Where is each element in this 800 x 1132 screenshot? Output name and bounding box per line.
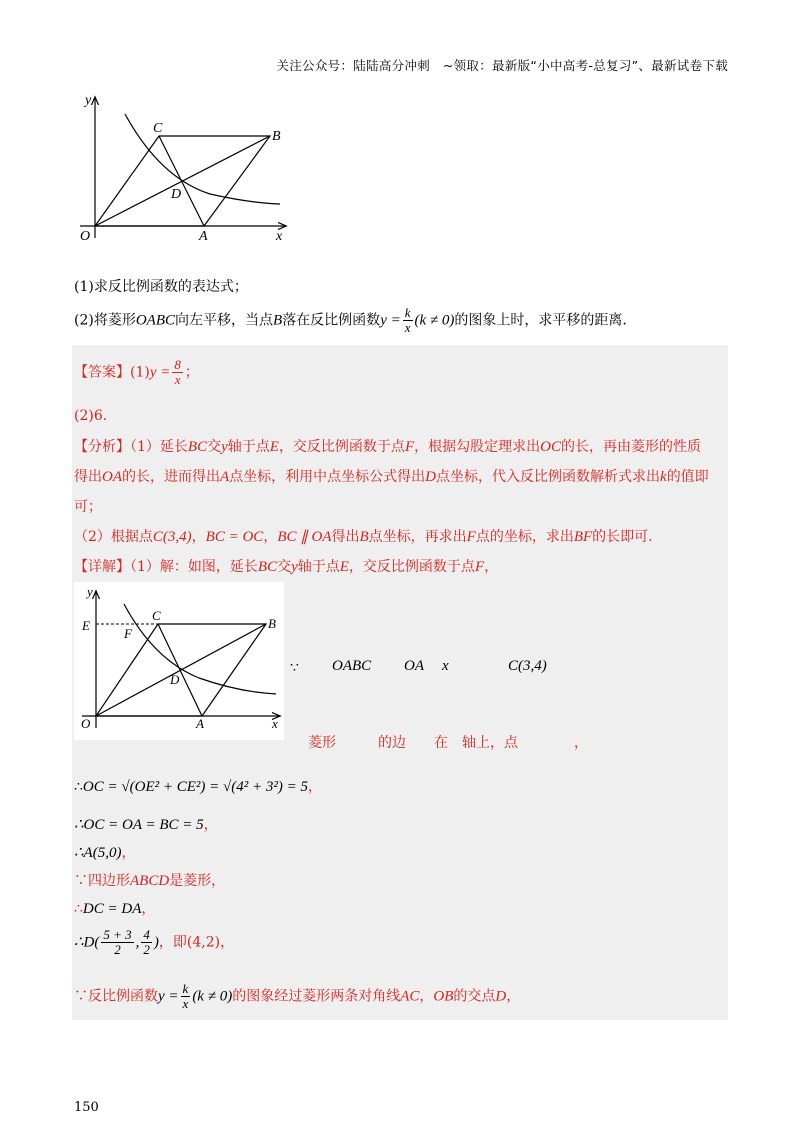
label-o: O (81, 716, 91, 731)
analysis-line2: 得出OA的长，进而得出A点坐标，利用中点坐标公式得出D点坐标，代入反比例函数解析式求出k的值即 (74, 469, 709, 485)
label-b: B (272, 129, 281, 144)
detail-line1: 【详解】（1）解：如图，延长BC交y轴于点E，交反比例函数于点F， (74, 559, 499, 575)
page-number: 150 (74, 1100, 99, 1115)
diagonal-ob (95, 136, 270, 226)
label-f: F (124, 626, 132, 641)
answer-line2: (2)6. (74, 408, 108, 424)
label-y: y (87, 584, 93, 599)
label-c: C (152, 608, 161, 623)
label-a: A (199, 229, 208, 244)
rhombus-figure-2 (74, 582, 284, 740)
label-x: x (272, 716, 278, 731)
because-symbol: ∵ (290, 660, 299, 676)
label-d: D (170, 672, 180, 687)
answer-line1: 【答案】(1)y = $\frac{8}{x}$ ； (74, 357, 199, 387)
hyperbola-curve (124, 604, 276, 694)
eq-rhombus-abcd: ∵四边形ABCD是菱形， (74, 873, 226, 889)
label-b: B (268, 616, 276, 631)
frag-oabc: OABC (332, 658, 372, 674)
analysis-line4: （2）根据点C(3,4)，BC = OC，BC ∥ OA得出B点坐标，再求出F点的坐标，求出BF的长即可. (74, 529, 653, 545)
frag-oa: OA (404, 658, 424, 674)
label-y: y (85, 93, 92, 108)
page-header: 关注公众号：陆陆高分冲刺 ~领取：最新版“小中高考-总复习”、最新试卷下载 (276, 58, 728, 73)
label-d: D (171, 187, 182, 202)
frag-c: C(3,4) (508, 658, 547, 674)
question-part1: (1)求反比例函数的表达式； (74, 279, 248, 295)
frag-line2: 菱形 的边 在 轴上，点 ， (308, 735, 588, 751)
eq-inverse-function: ∵反比例函数y = $\frac{k}{x}$ (k ≠ 0)的图象经过菱形两条对角线AC，OB的交点D， (74, 981, 521, 1011)
diagonal-ac (159, 136, 204, 226)
hyperbola-curve (125, 114, 280, 204)
label-e: E (82, 618, 90, 633)
rhombus-figure-1 (70, 88, 300, 248)
eq-oc-oa-bc: ∴OC = OA = BC = 5， (74, 817, 218, 833)
eq-dc-da: ∴DC = DA， (74, 901, 156, 917)
question-part2: (2)将菱形OABC向左平移，当点B落在反比例函数y = $\frac{k}{x}$ (k ≠ 0)的图象上时，求平移的距离. (74, 305, 627, 335)
eq-a: ∴A(5,0)， (74, 845, 136, 861)
eq-oc: ∴OC = √(OE² + CE²) = √(4² + 3²) = 5， (74, 779, 322, 795)
label-a: A (196, 716, 204, 731)
label-c: C (153, 121, 163, 136)
analysis-line1: 【分析】（1）延长BC交y轴于点E，交反比例函数于点F，根据勾股定理求出OC的长，再由菱形的性质 (74, 439, 701, 455)
analysis-line3: 可； (74, 499, 102, 515)
eq-d-coordinates: ∴D( $\frac{5 + 3}{2}$ , $\frac{4}{2}$ )，即(4,2)， (74, 927, 235, 957)
diagonal-ob (96, 624, 266, 716)
frag-x: x (442, 658, 449, 674)
label-o: O (80, 229, 91, 244)
label-x: x (276, 229, 283, 244)
diagonal-ac (158, 624, 202, 716)
